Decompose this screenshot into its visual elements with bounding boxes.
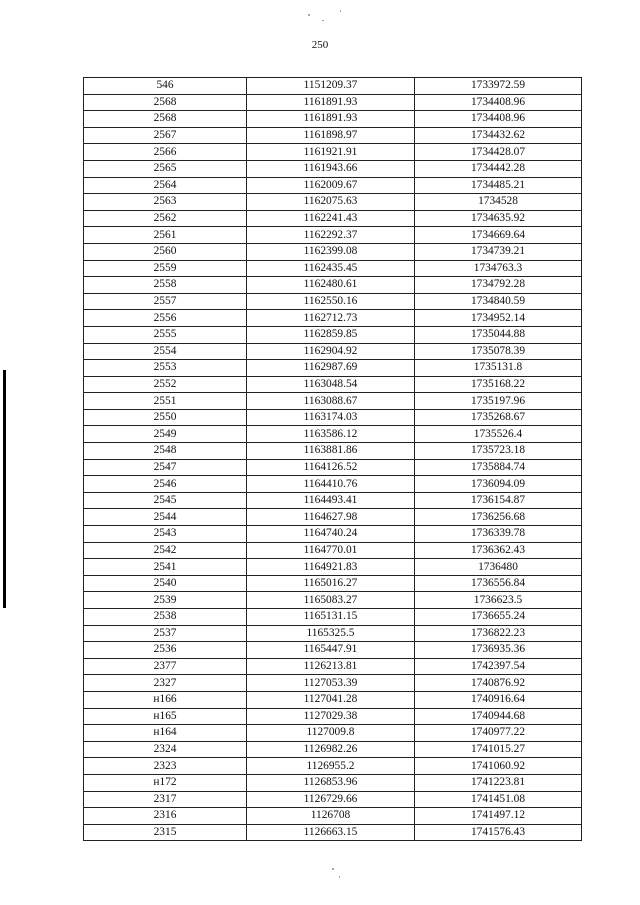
point-number-cell: 2550 xyxy=(84,409,247,426)
y-coordinate-cell: 1733972.59 xyxy=(415,78,582,95)
scan-speck xyxy=(308,14,310,16)
table-row xyxy=(84,127,582,144)
y-coordinate-cell: 1734763.3 xyxy=(415,260,582,277)
table-row xyxy=(84,277,582,294)
x-coordinate-cell: 1126663.15 xyxy=(247,824,415,841)
y-coordinate-cell: 1734739.21 xyxy=(415,243,582,260)
table-row xyxy=(84,443,582,460)
x-coordinate-cell: 1162550.16 xyxy=(247,293,415,310)
table-row xyxy=(84,642,582,659)
y-coordinate-cell: 1736935.36 xyxy=(415,642,582,659)
table-row xyxy=(84,741,582,758)
y-coordinate-cell: 1735268.67 xyxy=(415,409,582,426)
scan-speck xyxy=(340,10,341,12)
x-coordinate-cell: 1127041.28 xyxy=(247,691,415,708)
x-coordinate-cell: 1126955.2 xyxy=(247,758,415,775)
y-coordinate-cell: 1734635.92 xyxy=(415,210,582,227)
x-coordinate-cell: 1127053.39 xyxy=(247,675,415,692)
point-number-cell: 2556 xyxy=(84,310,247,327)
y-coordinate-cell: 1736256.68 xyxy=(415,509,582,526)
point-number-cell: 2316 xyxy=(84,808,247,825)
scan-edge-mark xyxy=(3,370,6,608)
point-number-cell: 2560 xyxy=(84,243,247,260)
x-coordinate-cell: 1164921.83 xyxy=(247,559,415,576)
x-coordinate-cell: 1126213.81 xyxy=(247,658,415,675)
x-coordinate-cell: 1162859.85 xyxy=(247,326,415,343)
x-coordinate-cell: 1163586.12 xyxy=(247,426,415,443)
point-number-cell: н172 xyxy=(84,774,247,791)
table-row xyxy=(84,492,582,509)
x-coordinate-cell: 1164627.98 xyxy=(247,509,415,526)
y-coordinate-cell: 1734408.96 xyxy=(415,111,582,128)
point-number-cell: 2543 xyxy=(84,526,247,543)
table-row xyxy=(84,376,582,393)
x-coordinate-cell: 1163088.67 xyxy=(247,393,415,410)
page-number: 250 xyxy=(311,39,329,51)
y-coordinate-cell: 1736623.5 xyxy=(415,592,582,609)
point-number-cell: 2540 xyxy=(84,575,247,592)
table-row xyxy=(84,343,582,360)
x-coordinate-cell: 1165016.27 xyxy=(247,575,415,592)
x-coordinate-cell: 1126982.26 xyxy=(247,741,415,758)
point-number-cell: 2565 xyxy=(84,160,247,177)
y-coordinate-cell: 1741497.12 xyxy=(415,808,582,825)
y-coordinate-cell: 1735526.4 xyxy=(415,426,582,443)
table-row xyxy=(84,774,582,791)
point-number-cell: 2551 xyxy=(84,393,247,410)
y-coordinate-cell: 1736480 xyxy=(415,559,582,576)
table-row xyxy=(84,260,582,277)
y-coordinate-cell: 1740876.92 xyxy=(415,675,582,692)
y-coordinate-cell: 1736154.87 xyxy=(415,492,582,509)
y-coordinate-cell: 1734442.28 xyxy=(415,160,582,177)
table-row xyxy=(84,592,582,609)
x-coordinate-cell: 1162009.67 xyxy=(247,177,415,194)
table-row xyxy=(84,824,582,841)
point-number-cell: 2323 xyxy=(84,758,247,775)
x-coordinate-cell: 1162987.69 xyxy=(247,360,415,377)
x-coordinate-cell: 1164740.24 xyxy=(247,526,415,543)
table-row xyxy=(84,326,582,343)
y-coordinate-cell: 1736339.78 xyxy=(415,526,582,543)
table-row xyxy=(84,426,582,443)
table-row xyxy=(84,791,582,808)
x-coordinate-cell: 1165131.15 xyxy=(247,609,415,626)
point-number-cell: 2567 xyxy=(84,127,247,144)
point-number-cell: 2549 xyxy=(84,426,247,443)
y-coordinate-cell: 1741576.43 xyxy=(415,824,582,841)
y-coordinate-cell: 1736556.84 xyxy=(415,575,582,592)
point-number-cell: 2542 xyxy=(84,542,247,559)
x-coordinate-cell: 1127009.8 xyxy=(247,725,415,742)
point-number-cell: 2538 xyxy=(84,609,247,626)
y-coordinate-cell: 1734485.21 xyxy=(415,177,582,194)
table-row xyxy=(84,542,582,559)
y-coordinate-cell: 1735078.39 xyxy=(415,343,582,360)
point-number-cell: 2377 xyxy=(84,658,247,675)
y-coordinate-cell: 1741223.81 xyxy=(415,774,582,791)
scan-speck xyxy=(332,868,334,870)
point-number-cell: 2327 xyxy=(84,675,247,692)
x-coordinate-cell: 1161891.93 xyxy=(247,111,415,128)
table-row xyxy=(84,808,582,825)
point-number-cell: н165 xyxy=(84,708,247,725)
y-coordinate-cell: 1741060.92 xyxy=(415,758,582,775)
point-number-cell: 2557 xyxy=(84,293,247,310)
table-row xyxy=(84,758,582,775)
x-coordinate-cell: 1162241.43 xyxy=(247,210,415,227)
x-coordinate-cell: 1161891.93 xyxy=(247,94,415,111)
x-coordinate-cell: 1165325.5 xyxy=(247,625,415,642)
y-coordinate-cell: 1734840.59 xyxy=(415,293,582,310)
x-coordinate-cell: 1162712.73 xyxy=(247,310,415,327)
point-number-cell: н164 xyxy=(84,725,247,742)
x-coordinate-cell: 1162399.08 xyxy=(247,243,415,260)
table-row xyxy=(84,575,582,592)
table-row xyxy=(84,625,582,642)
point-number-cell: 2547 xyxy=(84,459,247,476)
table-row xyxy=(84,243,582,260)
point-number-cell: 2566 xyxy=(84,144,247,161)
table-row xyxy=(84,78,582,95)
x-coordinate-cell: 1162292.37 xyxy=(247,227,415,244)
point-number-cell: н166 xyxy=(84,691,247,708)
scan-speck xyxy=(339,876,340,878)
table-row xyxy=(84,160,582,177)
table-row xyxy=(84,310,582,327)
y-coordinate-cell: 1734952.14 xyxy=(415,310,582,327)
point-number-cell: 2552 xyxy=(84,376,247,393)
table-row xyxy=(84,360,582,377)
point-number-cell: 2548 xyxy=(84,443,247,460)
x-coordinate-cell: 1161921.91 xyxy=(247,144,415,161)
table-row xyxy=(84,111,582,128)
y-coordinate-cell: 1734428.07 xyxy=(415,144,582,161)
y-coordinate-cell: 1735884.74 xyxy=(415,459,582,476)
x-coordinate-cell: 1162435.45 xyxy=(247,260,415,277)
x-coordinate-cell: 1126708 xyxy=(247,808,415,825)
x-coordinate-cell: 1163048.54 xyxy=(247,376,415,393)
x-coordinate-cell: 1162904.92 xyxy=(247,343,415,360)
y-coordinate-cell: 1735168.22 xyxy=(415,376,582,393)
table-row xyxy=(84,725,582,742)
x-coordinate-cell: 1164410.76 xyxy=(247,476,415,493)
table-row xyxy=(84,393,582,410)
y-coordinate-cell: 1735131.8 xyxy=(415,360,582,377)
x-coordinate-cell: 1164493.41 xyxy=(247,492,415,509)
point-number-cell: 2546 xyxy=(84,476,247,493)
table-row xyxy=(84,708,582,725)
y-coordinate-cell: 1742397.54 xyxy=(415,658,582,675)
y-coordinate-cell: 1736094.09 xyxy=(415,476,582,493)
y-coordinate-cell: 1734792.28 xyxy=(415,277,582,294)
table-row xyxy=(84,227,582,244)
point-number-cell: 2568 xyxy=(84,94,247,111)
x-coordinate-cell: 1151209.37 xyxy=(247,78,415,95)
y-coordinate-cell: 1735723.18 xyxy=(415,443,582,460)
point-number-cell: 2558 xyxy=(84,277,247,294)
y-coordinate-cell: 1741451.08 xyxy=(415,791,582,808)
x-coordinate-cell: 1162480.61 xyxy=(247,277,415,294)
x-coordinate-cell: 1164770.01 xyxy=(247,542,415,559)
coordinates-table-body xyxy=(84,78,582,841)
y-coordinate-cell: 1735044.88 xyxy=(415,326,582,343)
y-coordinate-cell: 1736822.23 xyxy=(415,625,582,642)
point-number-cell: 2537 xyxy=(84,625,247,642)
table-row xyxy=(84,476,582,493)
point-number-cell: 2536 xyxy=(84,642,247,659)
y-coordinate-cell: 1740944.68 xyxy=(415,708,582,725)
table-row xyxy=(84,94,582,111)
x-coordinate-cell: 1126853.96 xyxy=(247,774,415,791)
table-row xyxy=(84,293,582,310)
y-coordinate-cell: 1740977.22 xyxy=(415,725,582,742)
point-number-cell: 2544 xyxy=(84,509,247,526)
point-number-cell: 2541 xyxy=(84,559,247,576)
table-row xyxy=(84,509,582,526)
x-coordinate-cell: 1127029.38 xyxy=(247,708,415,725)
point-number-cell: 2324 xyxy=(84,741,247,758)
table-row xyxy=(84,658,582,675)
point-number-cell: 2564 xyxy=(84,177,247,194)
x-coordinate-cell: 1161943.66 xyxy=(247,160,415,177)
table-row xyxy=(84,210,582,227)
x-coordinate-cell: 1162075.63 xyxy=(247,194,415,211)
point-number-cell: 2559 xyxy=(84,260,247,277)
y-coordinate-cell: 1735197.96 xyxy=(415,393,582,410)
y-coordinate-cell: 1741015.27 xyxy=(415,741,582,758)
point-number-cell: 2553 xyxy=(84,360,247,377)
y-coordinate-cell: 1740916.64 xyxy=(415,691,582,708)
table-row xyxy=(84,194,582,211)
x-coordinate-cell: 1161898.97 xyxy=(247,127,415,144)
point-number-cell: 2555 xyxy=(84,326,247,343)
x-coordinate-cell: 1165447.91 xyxy=(247,642,415,659)
point-number-cell: 546 xyxy=(84,78,247,95)
x-coordinate-cell: 1163174.03 xyxy=(247,409,415,426)
y-coordinate-cell: 1736655.24 xyxy=(415,609,582,626)
point-number-cell: 2563 xyxy=(84,194,247,211)
table-row xyxy=(84,144,582,161)
table-row xyxy=(84,675,582,692)
point-number-cell: 2568 xyxy=(84,111,247,128)
table-row xyxy=(84,459,582,476)
scan-speck xyxy=(322,20,324,21)
point-number-cell: 2317 xyxy=(84,791,247,808)
point-number-cell: 2545 xyxy=(84,492,247,509)
table-row xyxy=(84,691,582,708)
x-coordinate-cell: 1164126.52 xyxy=(247,459,415,476)
point-number-cell: 2315 xyxy=(84,824,247,841)
table-row xyxy=(84,526,582,543)
coordinates-table xyxy=(83,77,582,841)
table-row xyxy=(84,609,582,626)
point-number-cell: 2554 xyxy=(84,343,247,360)
y-coordinate-cell: 1734432.62 xyxy=(415,127,582,144)
table-row xyxy=(84,409,582,426)
y-coordinate-cell: 1734528 xyxy=(415,194,582,211)
y-coordinate-cell: 1734408.96 xyxy=(415,94,582,111)
y-coordinate-cell: 1734669.64 xyxy=(415,227,582,244)
table-row xyxy=(84,559,582,576)
x-coordinate-cell: 1163881.86 xyxy=(247,443,415,460)
x-coordinate-cell: 1126729.66 xyxy=(247,791,415,808)
table-row xyxy=(84,177,582,194)
point-number-cell: 2561 xyxy=(84,227,247,244)
y-coordinate-cell: 1736362.43 xyxy=(415,542,582,559)
point-number-cell: 2539 xyxy=(84,592,247,609)
point-number-cell: 2562 xyxy=(84,210,247,227)
x-coordinate-cell: 1165083.27 xyxy=(247,592,415,609)
